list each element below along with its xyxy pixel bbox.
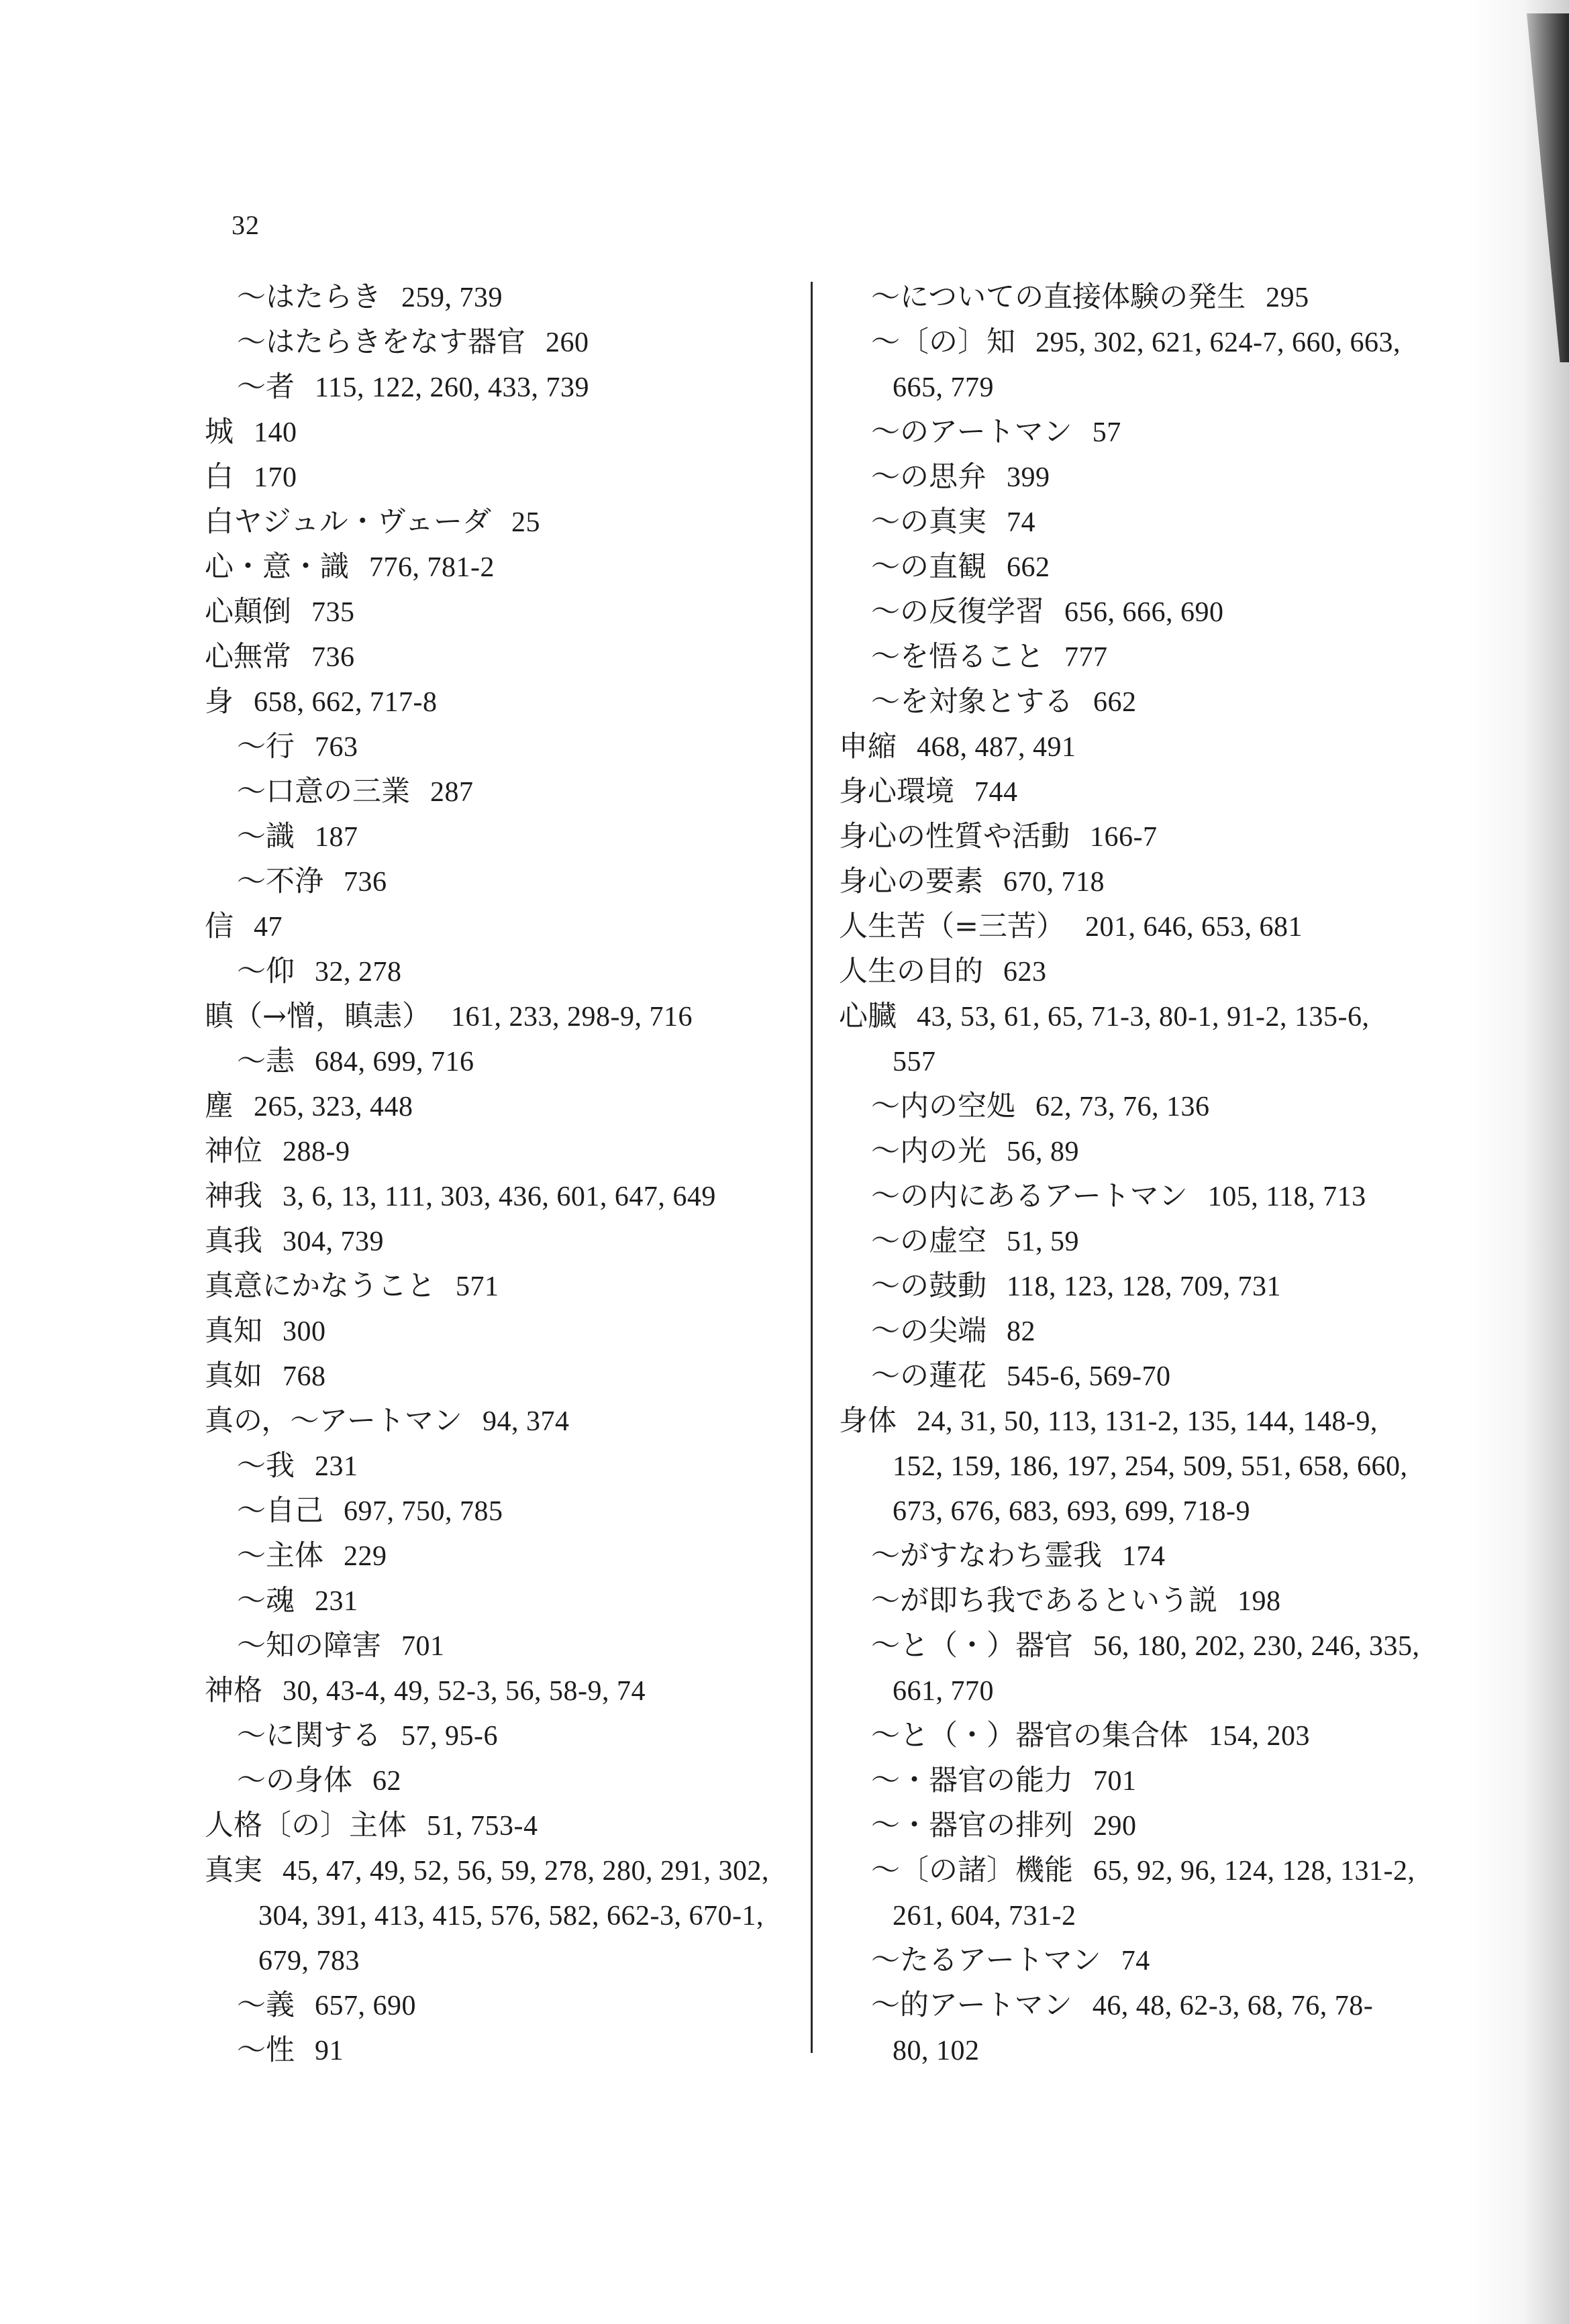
index-entry <box>205 1039 795 1084</box>
index-entry <box>839 949 1443 994</box>
index-page-refs: 287 <box>430 777 474 808</box>
index-entry <box>205 1983 795 2028</box>
index-entry <box>205 994 795 1039</box>
index-page-refs: 231 <box>315 1451 358 1482</box>
index-column-right <box>839 275 1443 2073</box>
index-term: 〜の直観 <box>871 550 986 584</box>
index-term: 〜性 <box>237 2034 295 2067</box>
index-term: 〜の蓮花 <box>871 1359 986 1393</box>
index-term: 〜はたらき <box>237 280 381 314</box>
index-entry <box>839 1444 1443 1489</box>
index-term: 〜の反復学習 <box>871 595 1044 629</box>
index-page-refs: 62 <box>372 1766 401 1797</box>
index-page-refs: 231 <box>315 1586 358 1617</box>
index-term: 〜と（・）器官 <box>871 1629 1073 1662</box>
index-term: 〜の身体 <box>237 1764 352 1797</box>
index-entry <box>839 1983 1443 2028</box>
index-page-refs: 32, 278 <box>315 957 402 988</box>
index-entry <box>205 1713 795 1758</box>
index-page-refs: 657, 690 <box>315 1991 416 2021</box>
column-divider <box>811 282 813 2053</box>
index-entry <box>839 770 1443 814</box>
index-entry <box>839 1354 1443 1399</box>
index-term: 真我 <box>205 1224 262 1258</box>
index-term: 〜の内にあるアートマン <box>871 1179 1188 1213</box>
index-page-refs: 288-9 <box>283 1137 350 1167</box>
index-entry <box>205 365 795 410</box>
index-term: 真実 <box>205 1854 262 1887</box>
index-page-refs: 56, 180, 202, 230, 246, 335, <box>1093 1631 1420 1662</box>
index-page-refs: 56, 89 <box>1007 1137 1079 1167</box>
index-term: 〜を対象とする <box>871 685 1073 719</box>
index-entry <box>205 1534 795 1579</box>
index-entry <box>205 1219 795 1264</box>
index-entry <box>205 904 795 949</box>
index-entry <box>205 635 795 680</box>
index-page-refs: 82 <box>1007 1316 1035 1347</box>
index-entry <box>205 1579 795 1624</box>
index-page-refs: 46, 48, 62-3, 68, 76, 78- <box>1092 1991 1374 2021</box>
index-term: 〜口意の三業 <box>237 775 410 808</box>
index-entry <box>839 1534 1443 1579</box>
index-page-refs: 51, 59 <box>1007 1226 1079 1257</box>
index-entry <box>205 770 795 814</box>
index-page-refs: 744 <box>974 777 1018 808</box>
index-page-refs: 295 <box>1266 282 1309 313</box>
index-entry <box>839 1309 1443 1354</box>
index-entry <box>839 1669 1443 1713</box>
index-column-left <box>205 275 795 2073</box>
index-term: 〜の尖端 <box>871 1314 986 1348</box>
index-term: 身心の性質や活動 <box>839 820 1070 853</box>
index-page-refs: 735 <box>311 597 355 628</box>
index-entry <box>839 2028 1443 2073</box>
index-page-refs: 259, 739 <box>401 282 503 313</box>
index-term: 〜主体 <box>237 1539 323 1573</box>
index-term: 白ヤジュル・ヴェーダ <box>205 505 491 539</box>
index-term: 〜の虚空 <box>871 1224 986 1258</box>
index-page-refs: 295, 302, 621, 624-7, 660, 663, <box>1035 327 1401 358</box>
index-term: 身心の要素 <box>839 865 983 898</box>
index-entry <box>839 1713 1443 1758</box>
index-term: 神位 <box>205 1134 262 1168</box>
index-entry <box>839 859 1443 904</box>
index-page-refs: 74 <box>1121 1946 1150 1976</box>
index-entry <box>205 1803 795 1848</box>
index-term: 〜識 <box>237 820 295 853</box>
index-entry <box>839 1129 1443 1174</box>
index-term: 人生の目的 <box>839 955 983 988</box>
index-term: 心無常 <box>205 640 291 674</box>
index-page-refs: 399 <box>1007 462 1050 493</box>
index-term: 〜の思弁 <box>871 460 986 494</box>
index-page-refs: 290 <box>1093 1811 1137 1842</box>
index-entry <box>205 500 795 545</box>
index-term: 〜内の光 <box>871 1134 986 1168</box>
index-term: 〜行 <box>237 730 295 763</box>
index-page-refs: 57 <box>1092 417 1121 448</box>
index-term: 神格 <box>205 1674 262 1707</box>
index-page-refs: 166-7 <box>1090 822 1158 853</box>
index-term: 〜内の空処 <box>871 1090 1015 1123</box>
index-term: 〜の真実 <box>871 505 986 539</box>
index-entry <box>205 545 795 590</box>
index-term: 〜と（・）器官の集合体 <box>871 1719 1188 1752</box>
index-entry <box>839 635 1443 680</box>
index-entry <box>839 455 1443 500</box>
index-page-refs: 198 <box>1237 1586 1281 1617</box>
index-page-refs: 777 <box>1064 642 1108 673</box>
index-entry <box>839 1848 1443 1893</box>
index-entry <box>839 410 1443 455</box>
index-term: 信 <box>205 910 234 943</box>
index-page-refs: 30, 43-4, 49, 52-3, 56, 58-9, 74 <box>283 1676 646 1707</box>
index-term: 〜魂 <box>237 1584 295 1618</box>
index-term: 塵 <box>205 1090 234 1123</box>
index-entry <box>205 1758 795 1803</box>
index-page-refs: 662 <box>1093 687 1137 718</box>
index-page-refs: 673, 676, 683, 693, 699, 718-9 <box>893 1496 1250 1527</box>
index-entry <box>839 1938 1443 1983</box>
index-page-refs: 623 <box>1003 957 1047 988</box>
page-number: 32 <box>232 210 260 240</box>
index-entry <box>205 320 795 365</box>
index-entry <box>839 1579 1443 1624</box>
page-edge-shadow <box>1468 0 1569 2324</box>
index-page-refs: 43, 53, 61, 65, 71-3, 80-1, 91-2, 135-6, <box>917 1002 1370 1033</box>
index-term: 人格〔の〕主体 <box>205 1809 407 1842</box>
index-page-refs: 45, 47, 49, 52, 56, 59, 278, 280, 291, 302, <box>283 1856 769 1887</box>
index-page-refs: 571 <box>456 1271 499 1302</box>
index-page-refs: 768 <box>283 1361 326 1392</box>
index-entry <box>205 1174 795 1219</box>
index-entry <box>205 1354 795 1399</box>
index-term: 〜のアートマン <box>871 415 1072 449</box>
index-entry <box>205 1489 795 1534</box>
index-entry <box>205 814 795 859</box>
index-entry <box>205 1084 795 1129</box>
index-page-refs: 679, 783 <box>258 1946 360 1976</box>
index-term: 〜の鼓動 <box>871 1269 986 1303</box>
index-page-refs: 174 <box>1122 1541 1166 1572</box>
index-term: 〜がすなわち霊我 <box>871 1539 1102 1573</box>
index-page-refs: 697, 750, 785 <box>344 1496 503 1527</box>
index-term: 身体 <box>839 1404 897 1438</box>
index-page-refs: 776, 781-2 <box>369 552 495 583</box>
index-entry <box>205 455 795 500</box>
index-term: 心・意・識 <box>205 550 349 584</box>
index-entry <box>205 1893 795 1938</box>
index-term: 〜恚 <box>237 1045 295 1078</box>
index-page-refs: 260 <box>546 327 589 358</box>
index-entry <box>205 949 795 994</box>
index-page-refs: 736 <box>344 867 387 898</box>
index-term: 〜自己 <box>237 1494 323 1528</box>
index-page-refs: 3, 6, 13, 111, 303, 436, 601, 647, 649 <box>283 1181 716 1212</box>
index-entry <box>205 590 795 635</box>
index-entry <box>839 1803 1443 1848</box>
index-page-refs: 140 <box>254 417 297 448</box>
index-entry <box>839 1758 1443 1803</box>
index-entry <box>205 680 795 725</box>
index-page-refs: 265, 323, 448 <box>254 1092 413 1122</box>
index-entry <box>205 1938 795 1983</box>
index-term: 〜を悟ること <box>871 640 1044 674</box>
index-page-refs: 24, 31, 50, 113, 131-2, 135, 144, 148-9, <box>917 1406 1378 1437</box>
index-page-refs: 65, 92, 96, 124, 128, 131-2, <box>1093 1856 1415 1887</box>
index-term: 〜が即ち我であるという説 <box>871 1584 1217 1618</box>
index-entry <box>205 1624 795 1669</box>
index-entry <box>839 590 1443 635</box>
index-term: 白 <box>205 460 234 494</box>
index-page-refs: 665, 779 <box>893 372 994 403</box>
index-entry <box>839 994 1443 1039</box>
index-page-refs: 118, 123, 128, 709, 731 <box>1007 1271 1281 1302</box>
index-entry <box>839 1039 1443 1084</box>
index-page-refs: 701 <box>1093 1766 1137 1797</box>
index-page-refs: 662 <box>1007 552 1050 583</box>
index-page-refs: 47 <box>254 912 283 943</box>
index-entry <box>205 275 795 320</box>
index-page-refs: 57, 95-6 <box>401 1721 498 1752</box>
index-page-refs: 154, 203 <box>1209 1721 1310 1752</box>
index-entry <box>205 1669 795 1713</box>
index-entry <box>839 1219 1443 1264</box>
index-term: 〜・器官の排列 <box>871 1809 1073 1842</box>
index-entry <box>205 1264 795 1309</box>
index-term: 〜不浄 <box>237 865 323 898</box>
index-page-refs: 304, 739 <box>283 1226 384 1257</box>
index-entry <box>839 500 1443 545</box>
index-term: 真知 <box>205 1314 262 1348</box>
index-entry <box>839 1399 1443 1444</box>
index-entry <box>839 680 1443 725</box>
index-page-refs: 261, 604, 731-2 <box>893 1901 1076 1932</box>
index-term: 身心環境 <box>839 775 954 808</box>
index-term: 真の，〜アートマン <box>205 1404 462 1438</box>
index-term: 心顛倒 <box>205 595 291 629</box>
index-page-refs: 25 <box>511 507 540 538</box>
index-term: 心臓 <box>839 1000 897 1033</box>
index-term: 身 <box>205 685 234 719</box>
index-page-refs: 80, 102 <box>893 2036 980 2066</box>
index-page-refs: 468, 487, 491 <box>917 732 1076 763</box>
index-page-refs: 91 <box>315 2036 344 2066</box>
index-page-refs: 152, 159, 186, 197, 254, 509, 551, 658, 660, <box>893 1451 1408 1482</box>
index-page-refs: 74 <box>1007 507 1035 538</box>
index-entry <box>839 275 1443 320</box>
index-term: 〜的アートマン <box>871 1989 1072 2022</box>
index-entry <box>205 1399 795 1444</box>
index-term: 城 <box>205 415 234 449</box>
index-entry <box>839 1084 1443 1129</box>
index-term: 人生苦（=三苦） <box>839 910 1066 943</box>
index-term: 〜義 <box>237 1989 295 2022</box>
index-page-refs: 229 <box>344 1541 387 1572</box>
index-entry <box>205 1848 795 1893</box>
index-page-refs: 62, 73, 76, 136 <box>1035 1092 1210 1122</box>
index-page-refs: 304, 391, 413, 415, 576, 582, 662-3, 670-1, <box>258 1901 764 1932</box>
index-entry <box>839 365 1443 410</box>
index-entry <box>205 1309 795 1354</box>
index-entry <box>839 725 1443 770</box>
index-page-refs: 670, 718 <box>1003 867 1105 898</box>
index-term: 〜に関する <box>237 1719 381 1752</box>
index-page-refs: 187 <box>315 822 358 853</box>
index-page-refs: 161, 233, 298-9, 716 <box>451 1002 693 1033</box>
index-entry <box>839 904 1443 949</box>
index-term: 〜〔の〕知 <box>871 325 1015 359</box>
index-entry <box>205 1444 795 1489</box>
index-page-refs: 170 <box>254 462 297 493</box>
index-entry <box>839 1489 1443 1534</box>
index-term: 〜仰 <box>237 955 295 988</box>
index-entry <box>839 545 1443 590</box>
index-term: 〜たるアートマン <box>871 1944 1101 1977</box>
index-term: 瞋（→憎，瞋恚） <box>205 1000 432 1033</box>
index-page-refs: 105, 118, 713 <box>1207 1181 1366 1212</box>
index-term: 〜はたらきをなす器官 <box>237 325 525 359</box>
index-page-refs: 201, 646, 653, 681 <box>1085 912 1303 943</box>
index-page-refs: 661, 770 <box>893 1676 994 1707</box>
index-page-refs: 557 <box>893 1047 936 1077</box>
index-entry <box>205 2028 795 2073</box>
index-term: 真意にかなうこと <box>205 1269 436 1303</box>
index-entry <box>205 410 795 455</box>
index-page-refs: 94, 374 <box>483 1406 570 1437</box>
index-entry <box>839 1893 1443 1938</box>
index-page-refs: 51, 753-4 <box>427 1811 538 1842</box>
index-entry <box>205 1129 795 1174</box>
index-term: 〜我 <box>237 1449 295 1483</box>
index-page-refs: 763 <box>315 732 358 763</box>
index-page-refs: 736 <box>311 642 355 673</box>
index-page-refs: 684, 699, 716 <box>315 1047 474 1077</box>
index-term: 〜〔の諸〕機能 <box>871 1854 1073 1887</box>
index-page-refs: 658, 662, 717-8 <box>254 687 438 718</box>
index-term: 真如 <box>205 1359 262 1393</box>
index-page-refs: 656, 666, 690 <box>1064 597 1224 628</box>
index-entry <box>839 1174 1443 1219</box>
index-entry <box>205 725 795 770</box>
index-entry <box>205 859 795 904</box>
index-entry <box>839 814 1443 859</box>
index-term: 〜についての直接体験の発生 <box>871 280 1246 314</box>
index-term: 申縮 <box>839 730 897 763</box>
index-entry <box>839 1624 1443 1669</box>
index-page-refs: 701 <box>401 1631 445 1662</box>
index-page-refs: 300 <box>283 1316 326 1347</box>
index-term: 神我 <box>205 1179 262 1213</box>
index-term: 〜知の障害 <box>237 1629 381 1662</box>
index-term: 〜・器官の能力 <box>871 1764 1073 1797</box>
index-entry <box>839 320 1443 365</box>
index-page-refs: 115, 122, 260, 433, 739 <box>315 372 589 403</box>
index-entry <box>839 1264 1443 1309</box>
index-page-refs: 545-6, 569-70 <box>1007 1361 1171 1392</box>
index-term: 〜者 <box>237 370 295 404</box>
